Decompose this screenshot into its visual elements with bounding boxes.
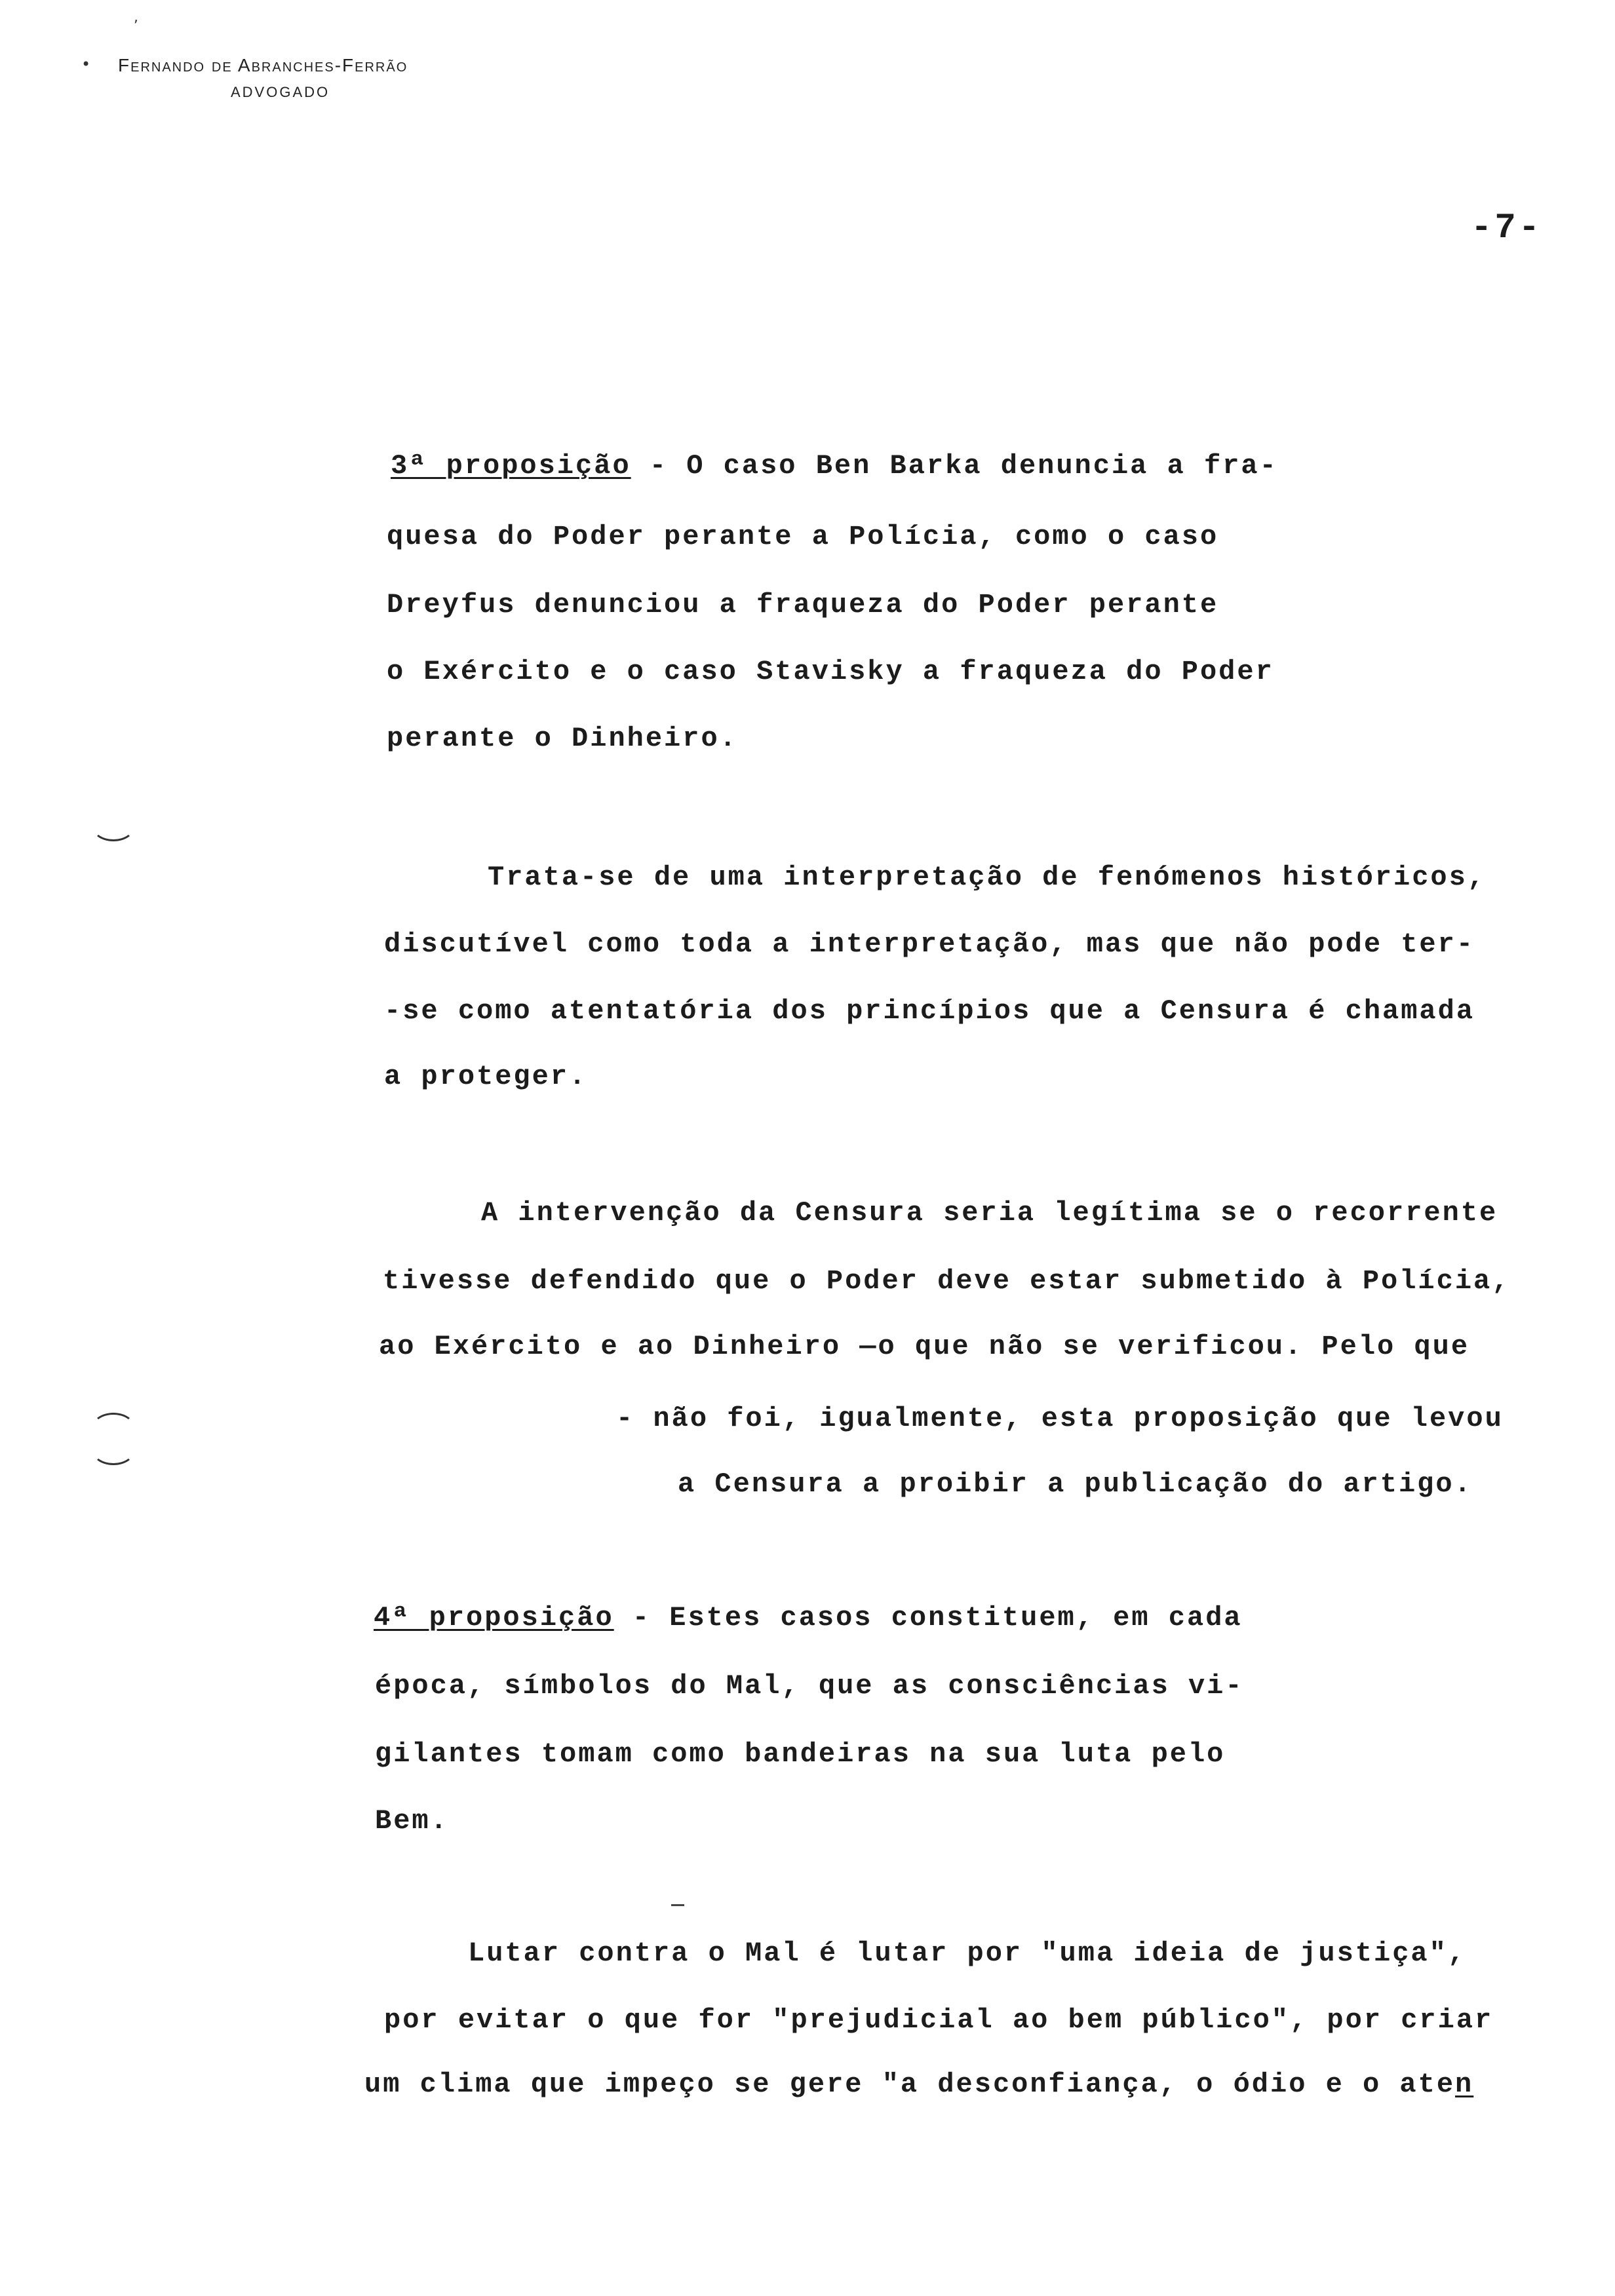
paragraph-5-line-1: Lutar contra o Mal é lutar por "uma ideia de justiça",: [468, 1938, 1467, 1969]
paragraph-3-line-4: - não foi, igualmente, esta proposição que levou: [616, 1403, 1504, 1434]
letterhead-title: ADVOGADO: [231, 84, 330, 100]
paragraph-1-line-1: 3ª proposição - O caso Ben Barka denuncia a fra-: [391, 450, 1278, 482]
scan-artifact: [92, 1435, 135, 1465]
paragraph-2-line-3: -se como atentatória dos princípios que a Censura é chamada: [384, 995, 1475, 1027]
letterhead-bullet-icon: •: [81, 55, 91, 73]
page-number: -7-: [1471, 208, 1543, 248]
paragraph-1-line-4: o Exército e o caso Stavisky a fraqueza do Poder: [387, 656, 1274, 687]
paragraph-2-line-1: Trata-se de uma interpretação de fenómenos históricos,: [488, 862, 1487, 893]
proposition-heading: 3ª proposição: [391, 450, 631, 482]
paragraph-4-line-4: Bem.: [375, 1805, 449, 1837]
paragraph-5-line-2: por evitar o que for "prejudicial ao bem público", por criar: [384, 2004, 1494, 2036]
paragraph-3-line-5: a Censura a proibir a publicação do artigo.: [678, 1468, 1473, 1500]
paragraph-2-line-4: a proteger.: [384, 1061, 588, 1092]
paragraph-2-line-2: discutível como toda a interpretação, mas que não pode ter-: [384, 928, 1475, 960]
paragraph-1-line-5: perante o Dinheiro.: [387, 723, 738, 754]
paragraph-4-line-3: gilantes tomam como bandeiras na sua luta pelo: [375, 1738, 1226, 1770]
scan-mark: ,: [134, 9, 138, 26]
letterhead-name: Fernando de Abranches-Ferrão: [118, 55, 408, 75]
paragraph-3-line-1: A intervenção da Censura seria legítima se o recorrente: [481, 1197, 1498, 1229]
paragraph-5-line-3: um clima que impeço se gere "a desconfiança, o ódio e o aten: [364, 2069, 1474, 2100]
paragraph-3-line-3: ao Exército e ao Dinheiro —o que não se verificou. Pelo que: [379, 1331, 1470, 1362]
paragraph-3-line-2: tivesse defendido que o Poder deve estar submetido à Polícia,: [383, 1265, 1511, 1297]
paragraph-4-line-1: 4ª proposição - Estes casos constituem, em cada: [374, 1602, 1243, 1634]
paragraph-1-line-3: Dreyfus denunciou a fraqueza do Poder perante: [387, 589, 1219, 621]
scan-artifact: [92, 811, 135, 841]
paragraph-1-line-2: quesa do Poder perante a Polícia, como o caso: [387, 521, 1219, 552]
paragraph-4-line-2: época, símbolos do Mal, que as consciências vi-: [375, 1670, 1244, 1702]
scan-artifact: [671, 1904, 684, 1906]
proposition-heading: 4ª proposição: [374, 1602, 614, 1634]
